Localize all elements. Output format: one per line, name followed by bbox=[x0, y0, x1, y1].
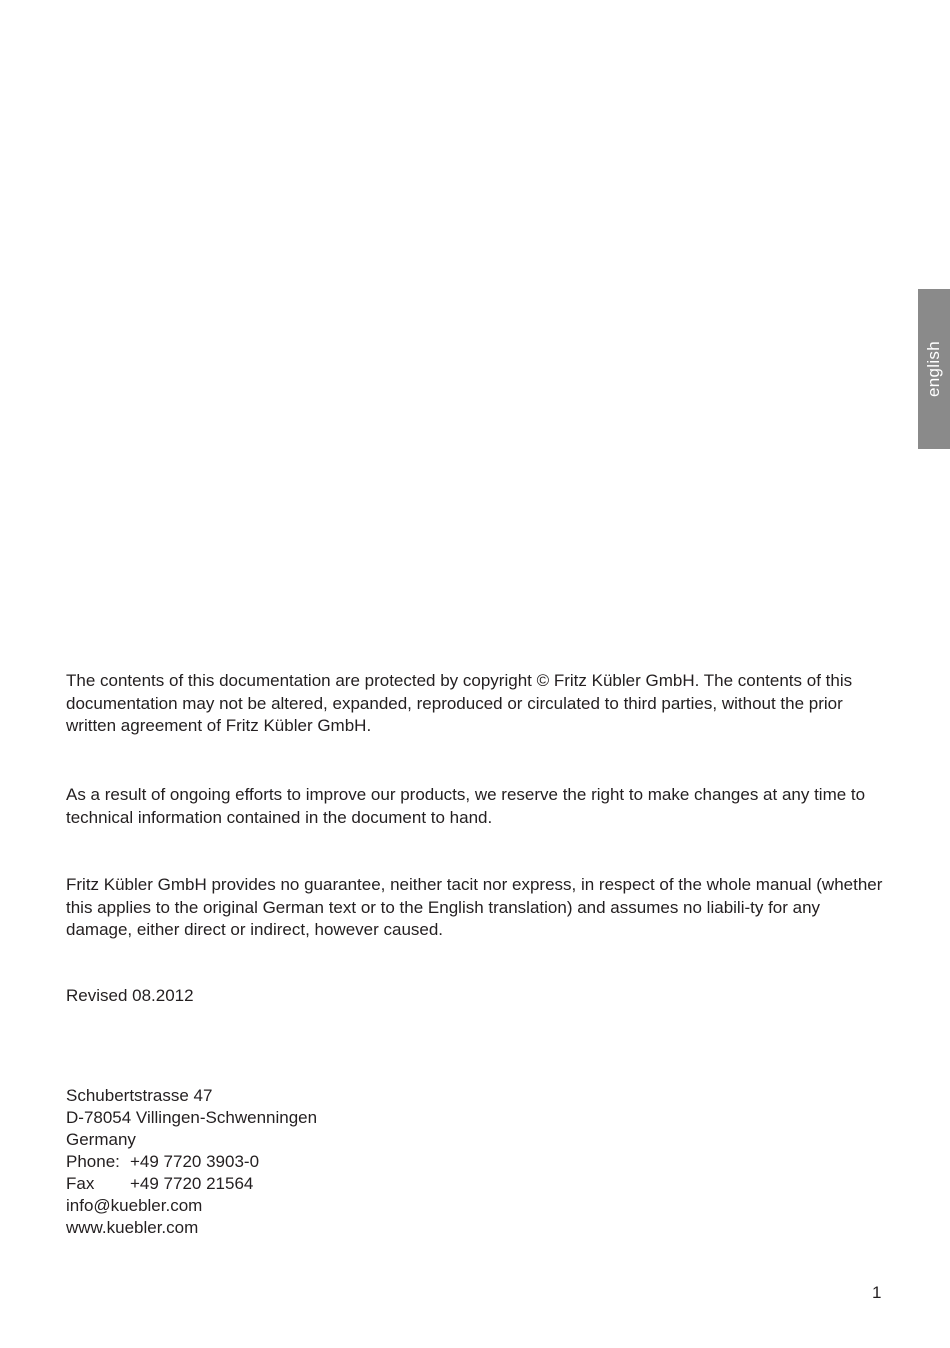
website-url: www.kuebler.com bbox=[66, 1218, 199, 1237]
fax-line bbox=[66, 1173, 317, 1195]
address-street: Schubertstrasse 47 bbox=[66, 1086, 213, 1105]
email-address: info@kuebler.com bbox=[66, 1196, 203, 1215]
address-country: Germany bbox=[66, 1130, 136, 1149]
revision-date: Revised 08.2012 bbox=[66, 986, 194, 1005]
page-number: 1 bbox=[872, 1283, 882, 1302]
phone-label: Phone: bbox=[66, 1152, 120, 1171]
fax-label: Fax bbox=[66, 1174, 95, 1193]
guarantee-disclaimer: Fritz Kübler GmbH provides no guarantee, neither tacit nor express, in respect of the whole manual (whether this applies to the original German text or to the English translation) and assumes no liabili-ty for any damage, either direct or indirect, however caused. bbox=[66, 875, 883, 939]
phone-line bbox=[66, 1151, 317, 1173]
address-city: D-78054 Villingen-Schwenningen bbox=[66, 1108, 318, 1127]
language-side-tab bbox=[918, 289, 950, 449]
fax-number: +49 7720 21564 bbox=[130, 1174, 254, 1193]
phone-number: +49 7720 3903-0 bbox=[130, 1152, 260, 1171]
changes-notice: As a result of ongoing efforts to improve our products, we reserve the right to make changes at any time to technical information contained in the document to hand. bbox=[66, 785, 866, 827]
company-address bbox=[66, 1085, 317, 1239]
language-tab-label: english bbox=[924, 341, 943, 397]
copyright-notice: The contents of this documentation are protected by copyright © Fritz Kübler GmbH. The contents of this documentation may not be altered, expanded, reproduced or circulated to third parties, without the prior written agreement of Fritz Kübler GmbH. bbox=[66, 671, 853, 735]
